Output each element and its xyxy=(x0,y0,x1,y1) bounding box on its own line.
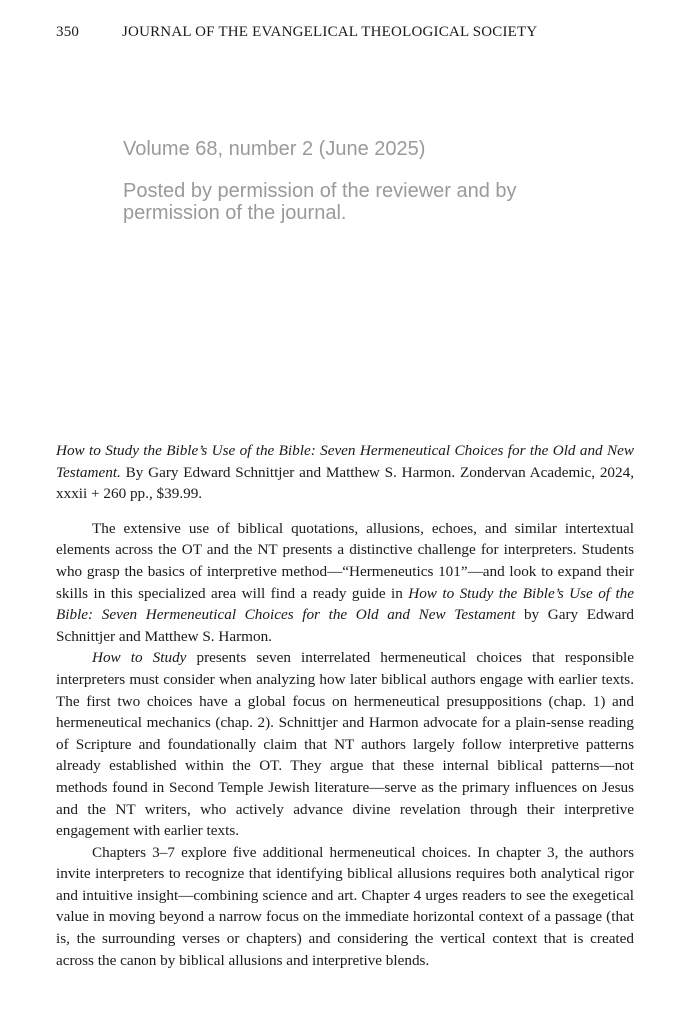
book-details: By Gary Edward Schnittjer and Matthew S. Harmon. Zondervan Academic, 2024, xxxii + 260 pp., $39.99. xyxy=(56,463,634,503)
review-paragraph-2 xyxy=(56,647,634,841)
journal-title: JOURNAL OF THE EVANGELICAL THEOLOGICAL SOCIETY xyxy=(122,24,538,40)
review-paragraph-1 xyxy=(56,518,634,648)
permission-stamp xyxy=(123,136,563,224)
review-paragraph-3: Chapters 3–7 explore five additional hermeneutical choices. In chapter 3, the authors invite interpreters to recognize that identifying biblical allusions requires both analytical rigor and intuitive insight—combining science and art. Chapter 4 urges readers to see the exegetical value in moving beyond a narrow focus on the immediate horizontal context of a passage (that is, the surrounding verses or chapters) and considering the vertical context that is created across the canon by biblical allusions and interpretive blends. xyxy=(56,843,634,969)
paragraph-2-text: presents seven interrelated hermeneutical choices that responsible interpreters must consider when analyzing how later biblical authors engage with earlier texts. The first two choices have a global focus on hermeneutical presuppositions (chap. 1) and hermeneutical mechanics (chap. 2). Schnittjer and Harmon advocate for a plain-sense reading of Scripture and foundationally claim that NT authors largely follow interpretive patterns already established within the OT. They argue that these internal biblical patterns—not methods found in Second Temple Jewish literature—serve as the primary influences on Jesus and the NT writers, who actively advance divine revelation through their interpretive engagement with earlier texts. xyxy=(56,649,635,840)
permission-notice: Posted by permission of the reviewer and by permission of the journal. xyxy=(123,180,517,224)
book-review xyxy=(56,440,634,971)
running-head xyxy=(56,24,659,46)
paragraph-1-intro: The extensive use of biblical quotations, allusions, echoes, and similar intertextual elements across the OT and the NT presents a distinctive challenge for interpreters. Students who grasp the basics of interpretive method—“Hermeneutics 101”—and look to expand their skills in this specialized area will find a ready guide in xyxy=(56,519,634,602)
book-title: How to Study the Bible’s Use of the Bible: Seven Hermeneutical Choices for the Old and New Testament. xyxy=(56,442,634,481)
paragraph-1-authors: by Gary Edward Schnittjer and Matthew S. Harmon. xyxy=(56,606,635,645)
paragraph-1-book-title: How to Study the Bible’s Use of the Bible: Seven Hermeneutical Choices for the Old and New Testament xyxy=(56,584,634,624)
page-number: 350 xyxy=(56,24,80,40)
volume-info: Volume 68, number 2 (June 2025) xyxy=(123,138,426,160)
book-citation xyxy=(56,440,634,505)
paragraph-2-short-title: How to Study xyxy=(92,649,187,667)
